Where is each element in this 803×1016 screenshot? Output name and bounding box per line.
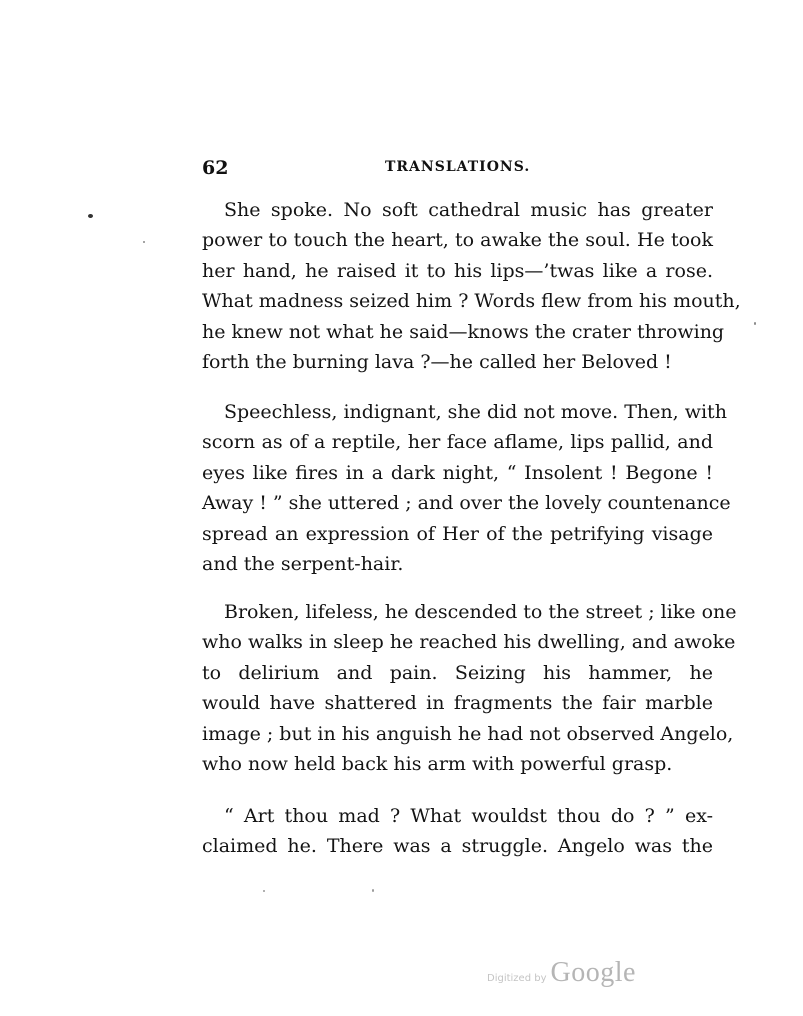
- text-line: her hand, he raised it to his lips—’twas like a rose.: [202, 259, 713, 282]
- scan-speck: [263, 890, 265, 892]
- paragraph-3: [202, 597, 737, 779]
- text-line: Away ! ” she uttered ; and over the lovely countenance: [202, 492, 731, 515]
- text-line: he knew not what he said—knows the crater throwing: [202, 320, 725, 343]
- digitized-label: Digitized by: [487, 973, 547, 984]
- paragraph-2: [202, 397, 731, 579]
- text-line: spread an expression of Her of the petrifying visage: [202, 522, 713, 545]
- text-line: Broken, lifeless, he descended to the street ; like one: [224, 601, 737, 623]
- text-line: eyes like fires in a dark night, “ Insolent ! Begone !: [202, 461, 713, 484]
- google-logo-text: Google: [550, 957, 636, 988]
- scan-speck: [88, 214, 93, 218]
- running-title: TRANSLATIONS.: [385, 159, 531, 175]
- text-line: scorn as of a reptile, her face aflame, lips pallid, and: [202, 431, 713, 454]
- text-line: She spoke. No soft cathedral music has greater: [224, 199, 713, 221]
- page-number: 62: [202, 157, 229, 179]
- text-line: and the serpent-hair.: [202, 553, 404, 576]
- text-line: What madness seized him ? Words flew from his mouth,: [202, 290, 741, 313]
- scan-speck: [143, 241, 145, 243]
- text-line: would have shattered in fragments the fair marble: [202, 692, 713, 715]
- text-line: power to touch the heart, to awake the soul. He took: [202, 229, 713, 252]
- text-line: Speechless, indignant, she did not move. Then, with: [224, 401, 727, 423]
- text-line: forth the burning lava ?—he called her Beloved !: [202, 351, 672, 374]
- scan-speck: [372, 889, 374, 892]
- text-line: image ; but in his anguish he had not observed Angelo,: [202, 722, 734, 745]
- digitized-by-google-watermark: [487, 957, 636, 989]
- scan-speck: [754, 322, 756, 325]
- text-line: who now held back his arm with powerful grasp.: [202, 753, 673, 776]
- text-line: who walks in sleep he reached his dwelling, and awoke: [202, 631, 736, 654]
- paragraph-1: [202, 195, 741, 377]
- text-line: to delirium and pain. Seizing his hammer, he: [202, 661, 713, 684]
- text-line: “ Art thou mad ? What wouldst thou do ? ” ex-: [224, 805, 713, 827]
- text-line: claimed he. There was a struggle. Angelo was the: [202, 835, 713, 858]
- paragraph-4: [202, 801, 713, 862]
